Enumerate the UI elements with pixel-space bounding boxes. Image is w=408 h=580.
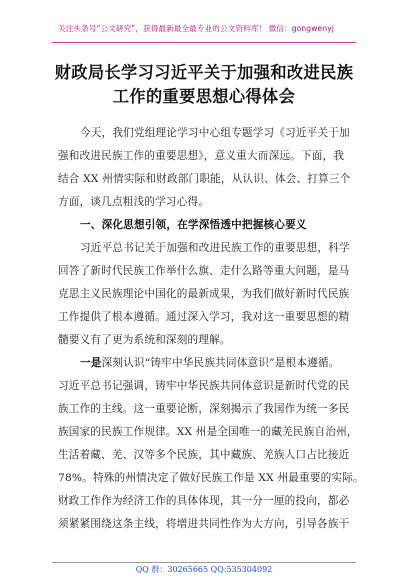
paragraph-line: 78%。特殊的州情决定了做好民族工作是 XX 州最重要的实际。 xyxy=(58,472,364,484)
paragraph-line: 髓要义有了更为系统和深刻的理解。 xyxy=(58,334,231,346)
paragraph-line: 强和改进民族工作的重要思想》，意义重大而深远。下面，我 xyxy=(58,150,345,162)
paragraph-line: 族国家的民族工作规律。XX 州是全国唯一的藏羌民族自治州， xyxy=(58,426,358,438)
paragraph-line: 族工作的主线。这一重要论断，深刻揭示了我国作为统一多民 xyxy=(58,403,350,415)
paragraph-line: 克思主义民族理论中国化的最新成果，为我们做好新时代民族 xyxy=(58,288,350,300)
paragraph-line-with-bold-lead xyxy=(80,356,340,371)
title-line: 工作的重要思想心得体会 xyxy=(112,87,296,106)
footer-note: QQ 群：30265665 QQ:535304092 xyxy=(135,565,273,574)
paragraph-line: 方面，谈几点粗浅的学习心得。 xyxy=(58,196,210,208)
footer-divider xyxy=(52,562,356,563)
header-note: 关注头条号“公文研究”，获得最新最全最专业的公文资料库！ 微信：gongwenyj xyxy=(58,24,334,33)
paragraph-line: 须紧紧围绕这条主线，将增进共同性作为大方向，引导各族干 xyxy=(58,518,350,530)
paragraph-line: 回答了新时代民族工作举什么旗、走什么路等重大问题，是马 xyxy=(58,265,350,277)
lead-rest: 深刻认识“铸牢中华民族共同体意识”是根本遵循。 xyxy=(101,357,340,369)
bold-lead: 一是 xyxy=(80,357,102,369)
paragraph-line: 习近平总书记强调，铸牢中华民族共同体意识是新时代党的民 xyxy=(58,380,350,392)
title-line: 财政局长学习习近平关于加强和改进民族 xyxy=(54,63,354,82)
paragraph-line: 生活着藏、羌、汉等多个民族，其中藏族、羌族人口占比接近 xyxy=(58,449,350,461)
header-divider xyxy=(52,42,356,43)
paragraph-line: 工作提供了根本遵循。通过深入学习，我对这一重要思想的精 xyxy=(58,311,350,323)
document-title xyxy=(42,61,366,109)
paragraph-line: 今天，我们党组理论学习中心组专题学习《习近平关于加 xyxy=(80,127,350,139)
paragraph-line: 结合 XX 州情实际和财政部门职能，从认识、体会、打算三个 xyxy=(58,173,351,185)
section-heading: 一、深化思想引领，在学深悟透中把握核心要义 xyxy=(80,219,307,231)
paragraph-line: 财政工作作为经济工作的具体体现，其一分一厘的投向，都必 xyxy=(58,495,350,507)
paragraph-line: 习近平总书记关于加强和改进民族工作的重要思想，科学 xyxy=(80,242,350,254)
